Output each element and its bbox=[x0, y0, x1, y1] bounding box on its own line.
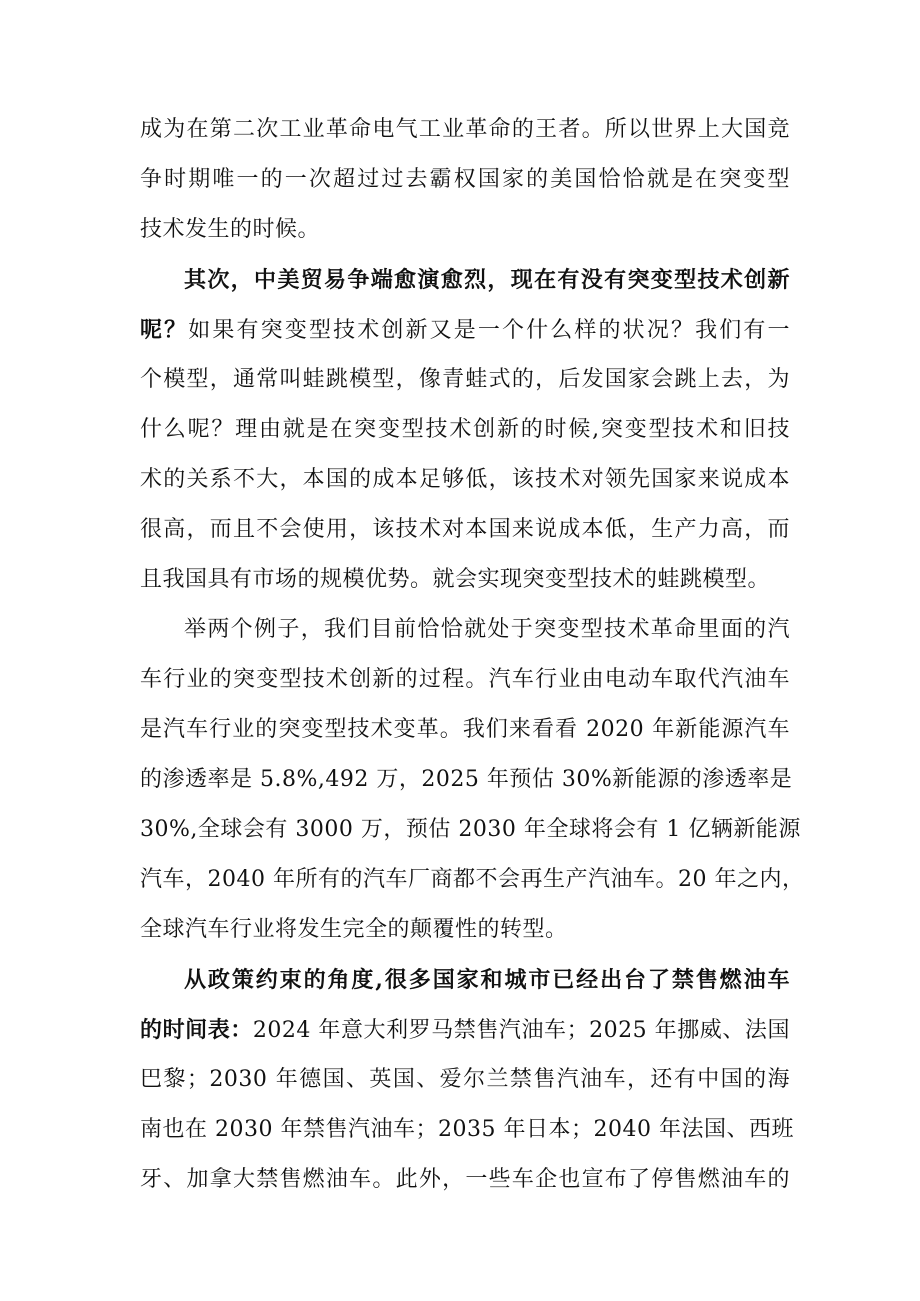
bold-text-span: 的时间表： bbox=[140, 1017, 253, 1043]
text-span: 2024 年意大利罗马禁售汽油车；2025 年挪威、法国 bbox=[252, 1018, 790, 1043]
text-line bbox=[140, 715, 790, 745]
text-line bbox=[140, 515, 790, 545]
text-line bbox=[140, 865, 805, 895]
text-span: 的渗透率是 5.8%,492 万，2025 年预估 30%新能源的渗透率是 bbox=[140, 767, 793, 792]
text-line bbox=[140, 1065, 790, 1095]
text-span: 巴黎；2030 年德国、英国、爱尔兰禁售汽油车，还有中国的海 bbox=[140, 1067, 790, 1092]
text-line bbox=[140, 565, 790, 595]
text-span: 如果有突变型技术创新又是一个什么样的状况？我们有一 bbox=[188, 318, 790, 343]
text-line bbox=[140, 1165, 790, 1195]
text-line bbox=[184, 615, 790, 645]
text-line bbox=[140, 915, 790, 945]
text-span: 南也在 2030 年禁售汽油车；2035 年日本；2040 年法国、西班 bbox=[140, 1117, 794, 1142]
bold-text-span: 呢？ bbox=[140, 317, 189, 343]
text-line bbox=[140, 165, 790, 195]
text-span: 汽车，2040 年所有的汽车厂商都不会再生产汽油车。20 年之内， bbox=[140, 867, 805, 892]
bold-text-span: 从政策约束的角度,很多国家和城市已经出台了禁售燃油车 bbox=[184, 967, 790, 993]
text-span: 很高，而且不会使用，该技术对本国来说成本低，生产力高，而 bbox=[140, 517, 790, 542]
text-span: 30%,全球会有 3000 万，预估 2030 年全球将会有 1 亿辆新能源 bbox=[140, 817, 801, 842]
text-span: 牙、加拿大禁售燃油车。此外，一些车企也宣布了停售燃油车的 bbox=[140, 1167, 790, 1192]
text-span: 成为在第二次工业革命电气工业革命的王者。所以世界上大国竞 bbox=[140, 117, 790, 142]
text-span: 术的关系不大，本国的成本足够低，该技术对领先国家来说成本 bbox=[140, 467, 790, 492]
text-line bbox=[140, 415, 790, 445]
text-line bbox=[140, 115, 790, 145]
text-line bbox=[184, 265, 790, 295]
text-line bbox=[140, 765, 793, 795]
text-line bbox=[140, 665, 790, 695]
text-line bbox=[140, 465, 790, 495]
text-span: 个模型，通常叫蛙跳模型，像青蛙式的，后发国家会跳上去，为 bbox=[140, 367, 790, 392]
text-span: 争时期唯一的一次超过过去霸权国家的美国恰恰就是在突变型 bbox=[140, 167, 790, 192]
text-line bbox=[140, 815, 801, 845]
text-line bbox=[140, 215, 790, 245]
text-line bbox=[140, 1115, 794, 1145]
text-span: 举两个例子，我们目前恰恰就处于突变型技术革命里面的汽 bbox=[184, 617, 790, 642]
bold-text-span: 其次，中美贸易争端愈演愈烈，现在有没有突变型技术创新 bbox=[184, 267, 790, 293]
text-line bbox=[140, 1015, 790, 1045]
text-line bbox=[140, 315, 790, 345]
text-span: 技术发生的时候。 bbox=[140, 217, 321, 242]
text-span: 什么呢？理由就是在突变型技术创新的时候,突变型技术和旧技 bbox=[140, 417, 790, 442]
text-line bbox=[184, 965, 790, 995]
text-span: 且我国具有市场的规模优势。就会实现突变型技术的蛙跳模型。 bbox=[140, 567, 771, 592]
text-span: 是汽车行业的突变型技术变革。我们来看看 2020 年新能源汽车 bbox=[140, 717, 790, 742]
text-span: 全球汽车行业将发生完全的颠覆性的转型。 bbox=[140, 917, 568, 942]
text-line bbox=[140, 365, 790, 395]
text-span: 车行业的突变型技术创新的过程。汽车行业由电动车取代汽油车 bbox=[140, 667, 790, 692]
